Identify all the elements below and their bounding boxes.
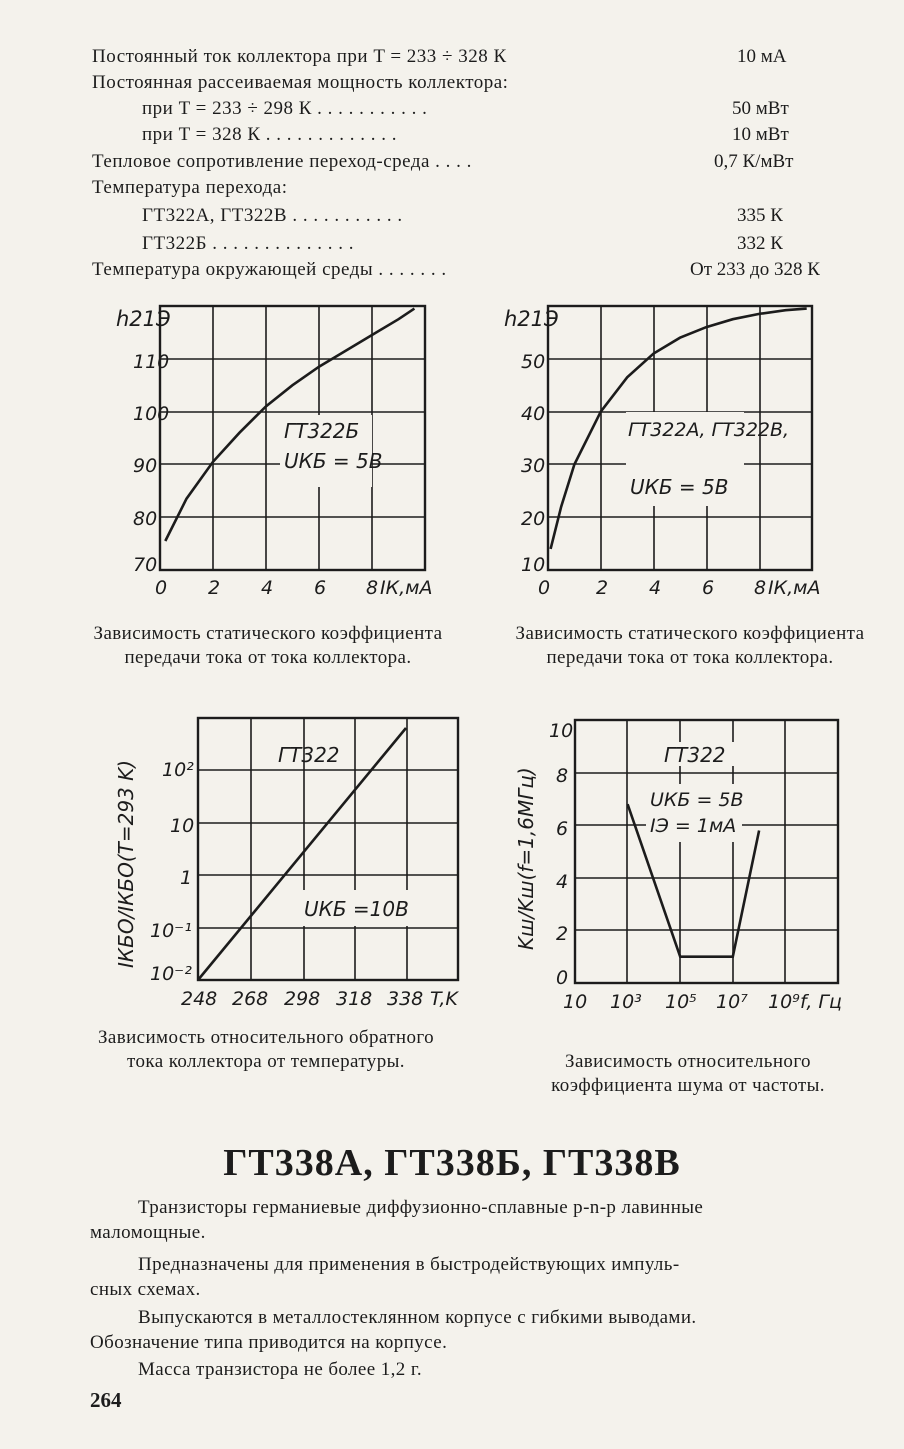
chart2-ytick: 50 — [521, 351, 546, 373]
paragraph-line: Транзисторы германиевые диффузионно-сплавные p-n-p лавинные — [138, 1197, 704, 1218]
chart4-xtick: 10⁹ — [768, 991, 800, 1013]
chart3-annotation: UКБ =10В — [304, 897, 409, 921]
chart1-ylabel: h21Э — [116, 307, 171, 331]
chart1-annotation: UКБ = 5В — [284, 449, 383, 473]
chart2-annotation: UКБ = 5В — [630, 475, 729, 499]
chart2-xtick: 0 — [538, 577, 551, 599]
chart4-ytick: 6 — [556, 818, 569, 840]
chart1-xtick: 0 — [155, 577, 168, 599]
paragraph-line: Предназначены для применения в быстродействующих импуль- — [138, 1254, 680, 1275]
spec-label: Тепловое сопротивление переход-среда . . . . — [92, 151, 472, 172]
spec-label: Температура перехода: — [92, 177, 288, 198]
chart1-xtick: 6 — [314, 577, 327, 599]
chart3-ytick: 10² — [162, 759, 194, 781]
chart4-ytick: 10 — [549, 720, 574, 742]
chart3-xtick: 268 — [232, 988, 269, 1010]
paragraph-line: сных схемах. — [90, 1279, 201, 1300]
chart2-ytick: 10 — [521, 554, 546, 576]
chart2-ytick: 40 — [521, 403, 546, 425]
chart4-xlabel: f, Гц — [800, 991, 842, 1013]
chart4-ytick: 2 — [556, 923, 569, 945]
chart2-caption: Зависимость статического коэффициента передачи тока от тока коллектора. — [515, 623, 865, 668]
section-heading: ГТ338А, ГТ338Б, ГТ338В — [223, 1142, 681, 1184]
chart1-ytick: 80 — [133, 508, 158, 530]
spec-value: 10 мВт — [732, 124, 789, 145]
chart-h21e-gt322a — [504, 306, 820, 599]
chart-h21e-gt322b — [116, 306, 432, 599]
chart3-xtick: 248 — [181, 988, 218, 1010]
chart3-ytick: 10⁻² — [150, 963, 192, 985]
spec-label: Постоянная рассеиваемая мощность коллектора: — [92, 72, 509, 93]
chart3-title: ГТ322 — [278, 743, 340, 767]
chart3-ylabel: IКБО/IКБО(T=293 K) — [114, 759, 138, 968]
chart4-xtick: 10⁵ — [665, 991, 697, 1013]
spec-value: 332 К — [737, 233, 783, 254]
chart3-xtick: 298 — [284, 988, 321, 1010]
spec-label: Температура окружающей среды . . . . . . . — [92, 259, 447, 280]
spec-value: 0,7 К/мВт — [714, 151, 794, 172]
chart-noise-frequency — [514, 720, 842, 1013]
chart3-caption: Зависимость относительного обратного тока коллектора от температуры. — [97, 1027, 435, 1072]
chart1-ytick: 110 — [133, 351, 170, 373]
spec-label: при T = 233 ÷ 298 К . . . . . . . . . . . — [142, 98, 428, 119]
chart4-ytick: 0 — [556, 967, 569, 989]
chart4-ytick: 4 — [556, 871, 569, 893]
chart1-caption: Зависимость статического коэффициента передачи тока от тока коллектора. — [93, 623, 443, 668]
chart3-ytick: 1 — [180, 867, 193, 889]
chart2-ytick: 30 — [521, 455, 546, 477]
chart3-ytick: 10 — [170, 815, 195, 837]
chart1-title: ГТ322Б — [284, 419, 360, 443]
chart2-ylabel: h21Э — [504, 307, 559, 331]
spec-label: ГТ322Б . . . . . . . . . . . . . . — [142, 233, 355, 254]
paragraph-line: Обозначение типа приводится на корпусе. — [90, 1332, 448, 1353]
chart3-xtick: 318 — [336, 988, 373, 1010]
chart4-title: ГТ322 — [664, 743, 726, 767]
chart4-xtick: 10⁷ — [716, 991, 748, 1013]
chart4-annotation-2: IЭ = 1мА — [650, 815, 737, 837]
chart3-xtick: 338 — [387, 988, 424, 1010]
spec-label: ГТ322А, ГТ322В . . . . . . . . . . . — [142, 205, 403, 226]
chart1-xlabel: IК,мА — [380, 577, 433, 599]
chart1-ytick: 90 — [133, 455, 158, 477]
spec-value: 50 мВт — [732, 98, 789, 119]
chart4-annotation: UКБ = 5В — [650, 789, 744, 811]
chart2-xtick: 4 — [649, 577, 662, 599]
chart3-ytick: 10⁻¹ — [150, 920, 192, 942]
chart1-xtick: 2 — [208, 577, 221, 599]
chart2-ytick: 20 — [521, 508, 546, 530]
chart1-xtick: 8 — [366, 577, 379, 599]
spec-value: 10 мА — [737, 46, 787, 67]
chart4-ytick: 8 — [556, 765, 569, 787]
chart4-xtick: 10³ — [610, 991, 642, 1013]
chart2-xtick: 6 — [702, 577, 715, 599]
chart1-ytick: 100 — [133, 403, 170, 425]
chart2-title: ГТ322А, ГТ322В, — [628, 419, 790, 441]
paragraph-line: маломощные. — [90, 1222, 206, 1243]
chart2-xtick: 2 — [596, 577, 609, 599]
paragraph-line: Масса транзистора не более 1,2 г. — [138, 1359, 423, 1380]
chart4-caption: Зависимость относительного коэффициента шума от частоты. — [551, 1051, 825, 1096]
chart4-ylabel: Kш/Kш(f=1,6МГц) — [514, 767, 538, 950]
spec-value: 335 К — [737, 205, 783, 226]
chart1-xtick: 4 — [261, 577, 274, 599]
spec-value: От 233 до 328 К — [690, 259, 820, 280]
spec-label: при T = 328 К . . . . . . . . . . . . . — [142, 124, 397, 145]
chart1-ytick: 70 — [133, 554, 158, 576]
paragraph-line: Выпускаются в металлостеклянном корпусе с гибкими выводами. — [138, 1307, 697, 1328]
chart2-xlabel: IК,мА — [768, 577, 821, 599]
spec-label: Постоянный ток коллектора при T = 233 ÷ 328 К — [92, 46, 507, 67]
chart4-xtick: 10 — [563, 991, 588, 1013]
page-number: 264 — [90, 1388, 122, 1412]
chart3-xlabel: T,K — [430, 988, 458, 1010]
chart2-xtick: 8 — [754, 577, 767, 599]
chart-ikbo-temperature — [114, 718, 459, 1010]
